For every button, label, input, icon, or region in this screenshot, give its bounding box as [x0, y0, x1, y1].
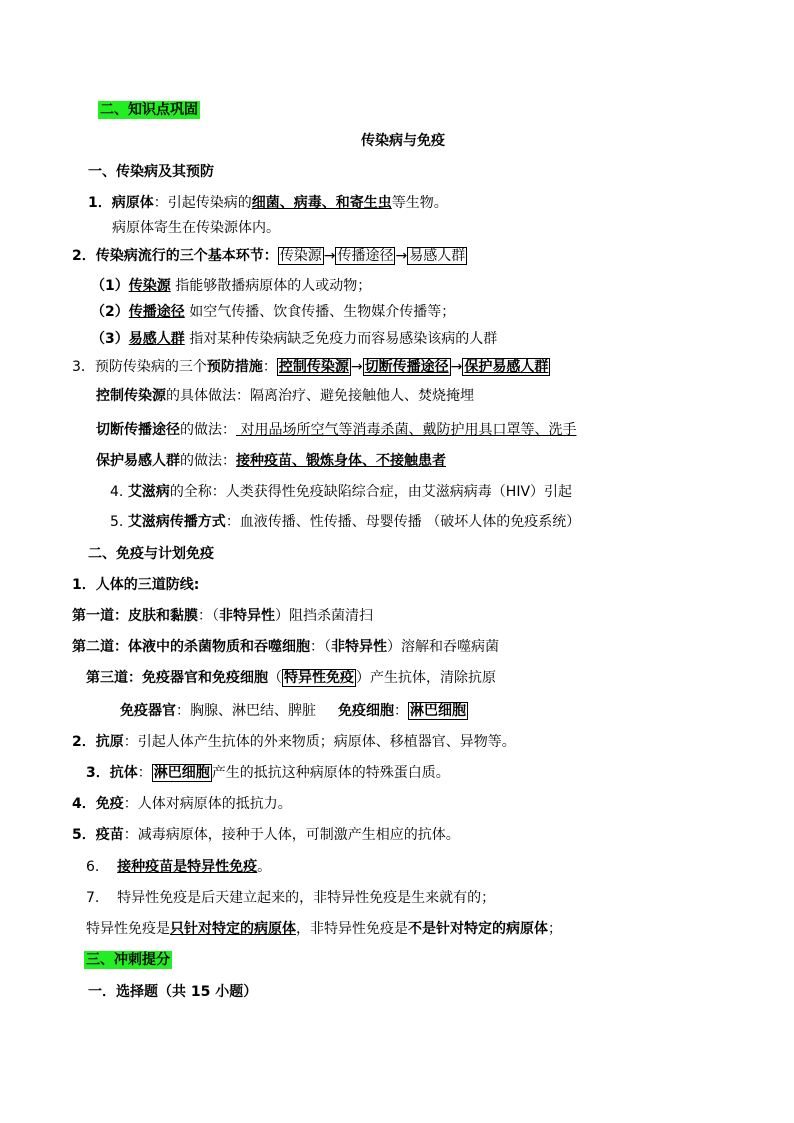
item-susceptible-definition: （3）易感人群 指对某种传染病缺乏免疫力而容易感染该病的人群	[91, 331, 498, 347]
measure-box-cut: 切断传播途径	[364, 359, 449, 375]
item-prevention-measures: 3．预防传染病的三个预防措施： 控制传染源 → 切断传播途径 → 保护易感人群	[72, 359, 549, 375]
item-specific-vs-nonspecific: 特异性免疫是只针对特定的病原体，非特异性免疫是不是针对特定的病原体；	[86, 921, 562, 937]
link-box-route: 传播途径	[337, 248, 394, 264]
specific-immunity-box: 特异性免疫	[284, 670, 354, 686]
measure-cut-detail: 切断传播途径的做法： 对用品场所空气等消毒杀菌、戴防护用具口罩等、洗手	[96, 422, 577, 438]
defense-first: 第一道：皮肤和黏膜：（非特异性）阻挡杀菌清扫	[72, 608, 373, 624]
term-pathogen: 病原体	[111, 195, 154, 211]
immune-organs-cells: 免疫器官：胸腺、淋巴结、脾脏 免疫细胞： 淋巴细胞	[120, 703, 466, 719]
item-acquired-vs-innate: 7. 特异性免疫是后天建立起来的，非特异性免疫是生来就有的；	[86, 890, 496, 906]
antibody-lymphocyte-box: 淋巴细胞	[153, 765, 210, 781]
item-vaccine: 5．疫苗：减毒病原体，接种于人体，可制激产生相应的抗体。	[72, 827, 460, 843]
item-epidemic-links: 2．传染病流行的三个基本环节： 传染源 → 传播途径 → 易感人群	[72, 248, 466, 264]
section-highlight: 三、冲刺提分	[86, 952, 170, 968]
defense-third: 第三道：免疫器官和免疫细胞（ 特异性免疫 ）产生抗体，清除抗原	[86, 670, 496, 686]
pathogen-examples: 细菌、病毒、和寄生虫	[251, 195, 392, 211]
heading-immunity: 二、免疫与计划免疫	[88, 546, 214, 562]
measure-box-protect: 保护易感人群	[464, 359, 549, 375]
measure-control-detail: 控制传染源的具体做法：隔离治疗、避免接触他人、焚烧掩埋	[96, 388, 474, 404]
heading-infectious-disease: 一、传染病及其预防	[88, 164, 214, 180]
pathogen-note: 病原体寄生在传染源体内。	[112, 220, 280, 236]
heading-multiple-choice: 一．选择题（共 15 小题）	[88, 984, 258, 1000]
link-box-source: 传染源	[279, 248, 322, 264]
item-source-definition: （1）传染源 指能够散播病原体的人或动物；	[91, 278, 372, 294]
measure-protect-detail: 保护易感人群的做法：接种疫苗、锻炼身体、不接触患者	[96, 453, 446, 469]
section-highlight: 二、知识点巩固	[100, 102, 198, 118]
item-antibody: 3．抗体： 淋巴细胞 产生的抵抗这种病原体的特殊蛋白质。	[86, 765, 450, 781]
item-route-definition: （2）传播途径 如空气传播、饮食传播、生物媒介传播等；	[91, 304, 456, 320]
section-label-knowledge	[98, 100, 200, 120]
item-vaccination-specific: 6. 接种疫苗是特异性免疫。	[86, 859, 272, 875]
document-title: 传染病与免疫	[361, 133, 445, 149]
lymphocyte-box: 淋巴细胞	[410, 703, 466, 719]
link-box-susceptible: 易感人群	[409, 248, 466, 264]
item-three-defenses: 1．人体的三道防线:	[72, 577, 200, 593]
section-label-sprint	[84, 950, 172, 970]
item-aids-fullname: 4. 艾滋病的全称：人类获得性免疫缺陷综合症，由艾滋病病毒（HIV）引起	[110, 484, 573, 500]
item-pathogen: 1．病原体：引起传染病的细菌、病毒、和寄生虫等生物。	[88, 195, 448, 211]
measure-box-control: 控制传染源	[278, 359, 349, 375]
defense-second: 第二道：体液中的杀菌物质和吞噬细胞：（非特异性）溶解和吞噬病菌	[72, 639, 499, 655]
item-antigen: 2．抗原：引起人体产生抗体的外来物质；病原体、移植器官、异物等。	[72, 734, 516, 750]
item-aids-transmission: 5. 艾滋病传播方式：血液传播、性传播、母婴传播 （破坏人体的免疫系统）	[110, 514, 581, 530]
item-immunity: 4．免疫：人体对病原体的抵抗力。	[72, 796, 292, 812]
